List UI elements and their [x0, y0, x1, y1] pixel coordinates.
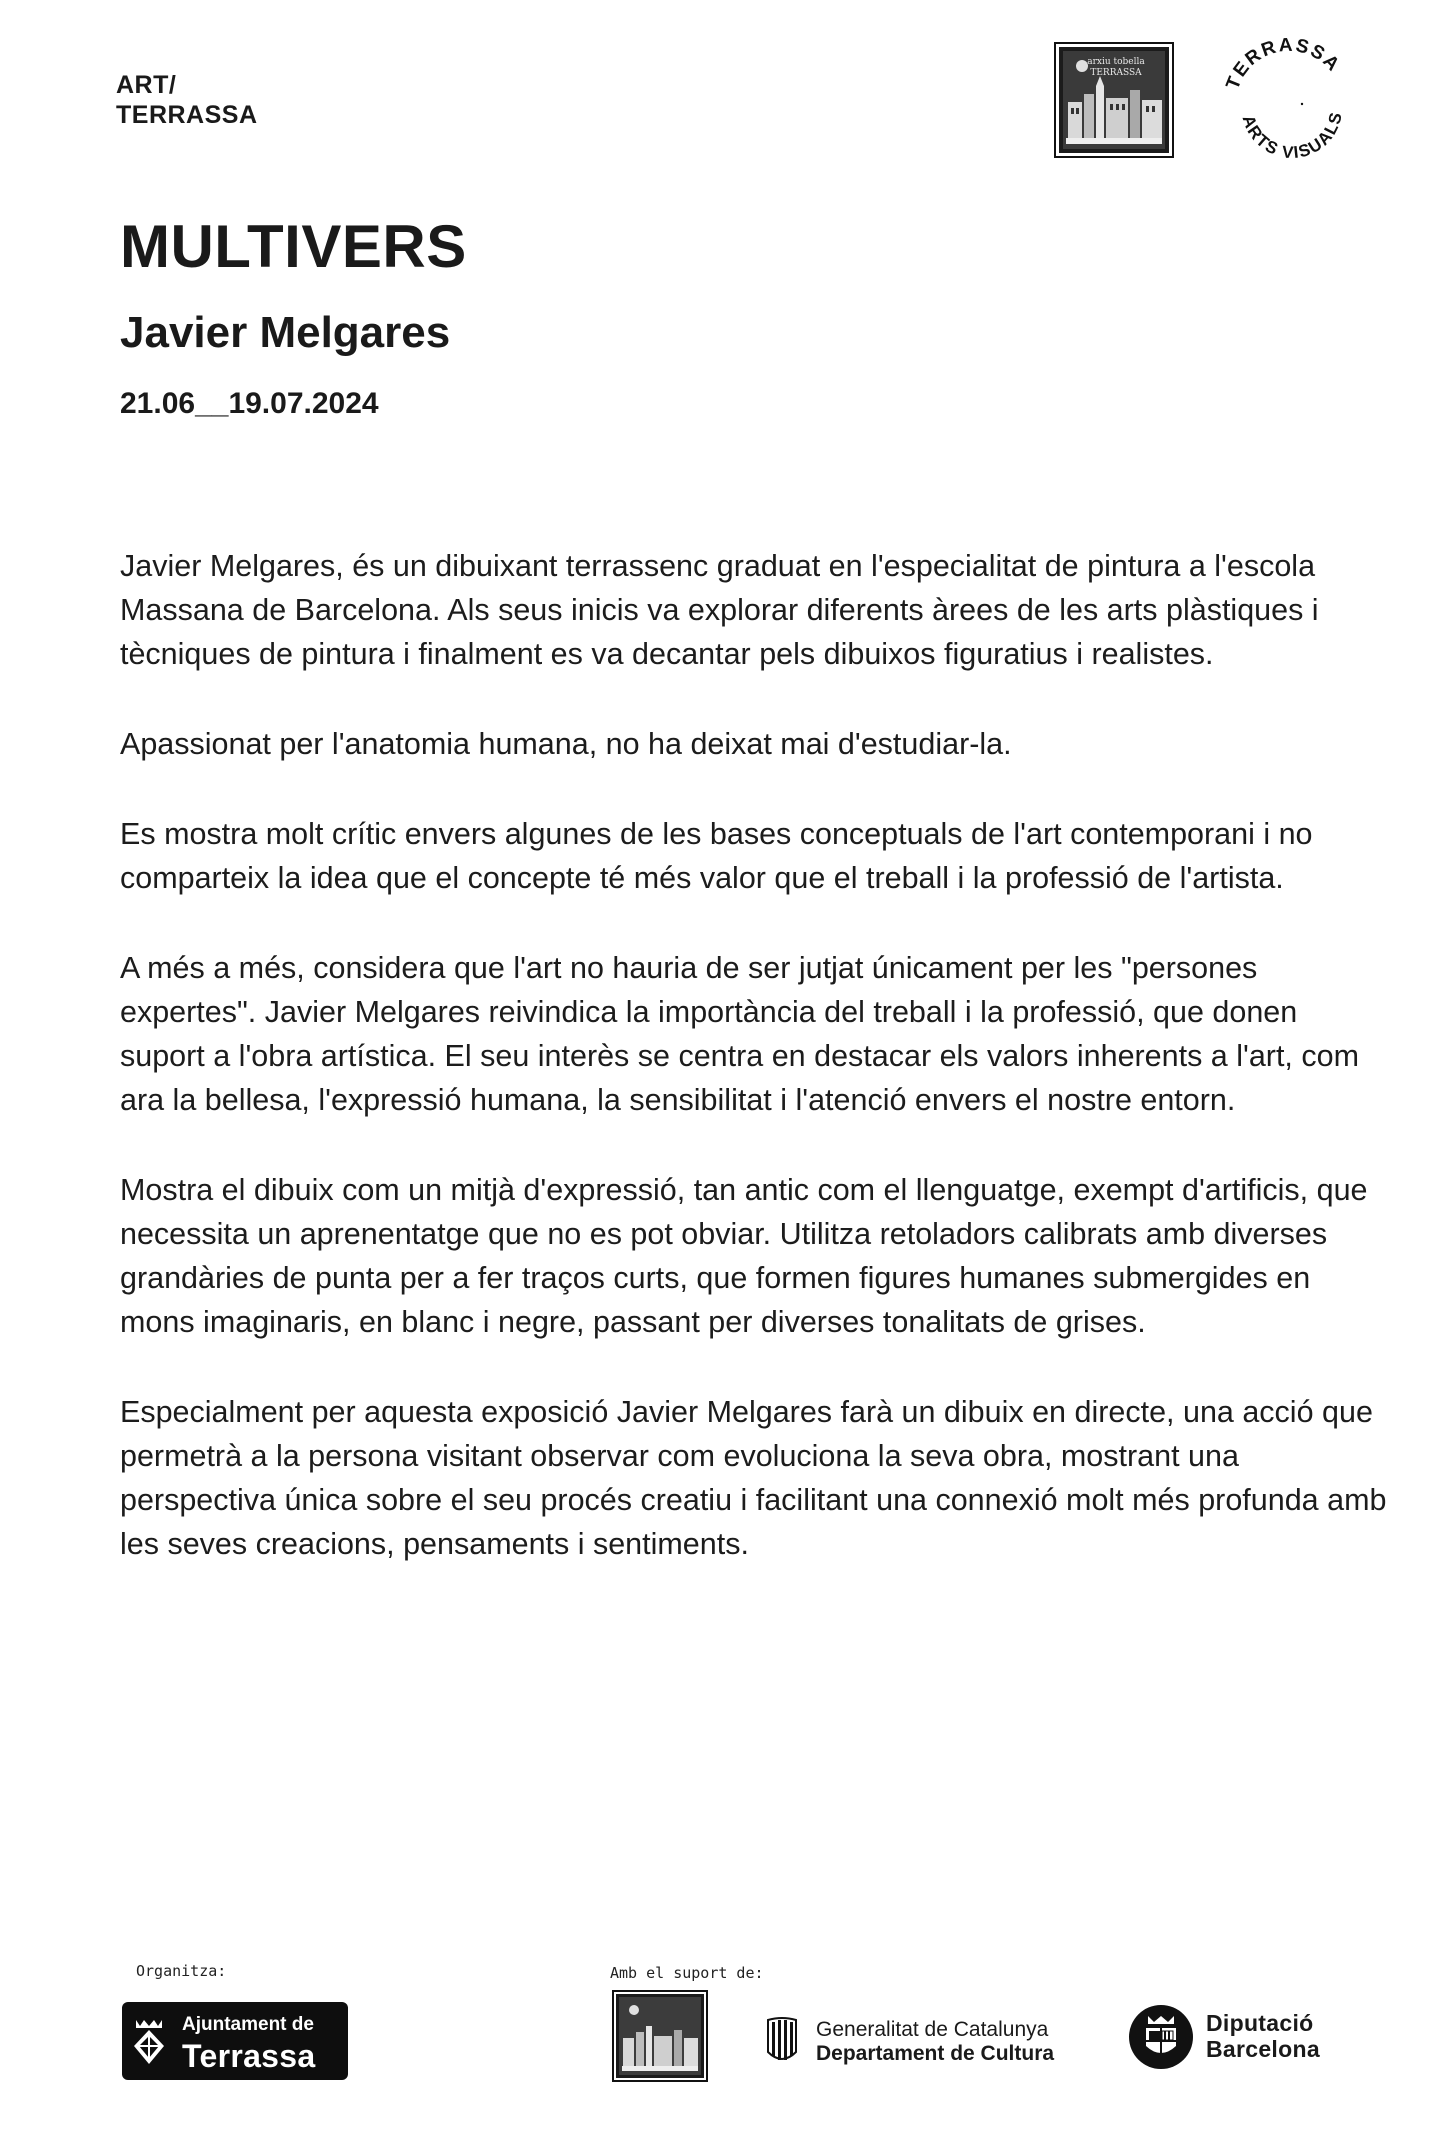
paragraph: Es mostra molt crític envers algunes de les bases conceptuals de l'art contemporani i no comparteix la idea que el concepte té més valor que el treball i la professió de l'artista. — [120, 817, 1313, 895]
arxiu-tobella-seal-icon — [612, 1990, 708, 2082]
arxiu-tobella-seal-icon — [1054, 42, 1174, 158]
ajuntament-terrassa-logo — [122, 2002, 348, 2080]
generalitat-line-2: Departament de Cultura — [816, 2042, 1055, 2065]
paragraph: Especialment per aquesta exposició Javier Melgares farà un dibuix en directe, una acció que permetrà a la persona visitant observar com evoluciona la seva obra, mostrant una perspectiva única sobre el seu procés creatiu i facilitant una connexió molt més profunda amb les seves creacions, pensaments i sentiments. — [120, 1395, 1387, 1561]
paragraph: A més a més, considera que l'art no hauria de ser jutjat únicament per les "persones expertes". Javier Melgares reivindica la importància del treball i la professió, que donen suport a l'obra artística. El seu interès se centra en destacar els valors inherents a l'art, com ara la bellesa, l'expressió humana, la sensibilitat i l'atenció envers el nostre entorn. — [120, 951, 1360, 1117]
diputacio-line-2: Barcelona — [1206, 2036, 1320, 2062]
paragraph: Mostra el dibuix com un mitjà d'expressió, tan antic com el llenguatge, exempt d'artificis, que necessita un aprenentatge que no es pot obviar. Utilitza retoladors calibrats amb diverses grandàries de punta per a fer traços curts, que formen figures humanes submergides en mons imaginaris, en blanc i negre, passant per diverses tonalitats de grises. — [120, 1173, 1368, 1339]
diputacio-line-1: Diputació — [1206, 2010, 1314, 2036]
diputacio-crest-icon — [1128, 2004, 1194, 2070]
ajuntament-line-2: Terrassa — [182, 2038, 316, 2074]
organitza-label: Organitza: — [136, 1962, 227, 1980]
ajuntament-line-1: Ajuntament de — [182, 2014, 314, 2035]
generalitat-line-1: Generalitat de Catalunya — [816, 2018, 1049, 2041]
paragraph: Apassionat per l'anatomia humana, no ha deixat mai d'estudiar-la. — [120, 727, 1012, 761]
brand-line-1: ART/ — [116, 71, 177, 99]
terrassa-crest-icon — [132, 2018, 166, 2066]
brand-line-2: TERRASSA — [116, 101, 258, 129]
terrassa-arts-visuals-logo — [1214, 38, 1364, 170]
svg-text:ARTS VISUALS: ARTS VISUALS — [1238, 109, 1347, 163]
diputacio-logo-text — [1206, 2010, 1320, 2062]
art-terrassa-logo — [116, 70, 258, 130]
generalitat-stripes-icon — [764, 2016, 800, 2066]
artist-name: Javier Melgares — [120, 308, 451, 357]
exhibition-description — [120, 544, 1390, 1612]
paragraph: Javier Melgares, és un dibuixant terrassenc graduat en l'especialitat de pintura a l'escola Massana de Barcelona. Als seus inicis va explorar diferents àrees de les arts plàstiques i tècniques de pintura i finalment es va decantar pels dibuixos figuratius i realistes. — [120, 549, 1319, 671]
suport-label: Amb el suport de: — [610, 1964, 764, 1982]
svg-text:TERRASSA: TERRASSA — [1222, 38, 1345, 93]
exhibition-dates: 21.06__19.07.2024 — [120, 387, 379, 420]
svg-text:arxiu tobella: arxiu tobella — [1087, 57, 1145, 67]
generalitat-logo-text — [816, 2018, 1054, 2066]
exhibition-title: MULTIVERS — [120, 213, 467, 280]
svg-text:TERRASSA: TERRASSA — [1090, 68, 1142, 78]
